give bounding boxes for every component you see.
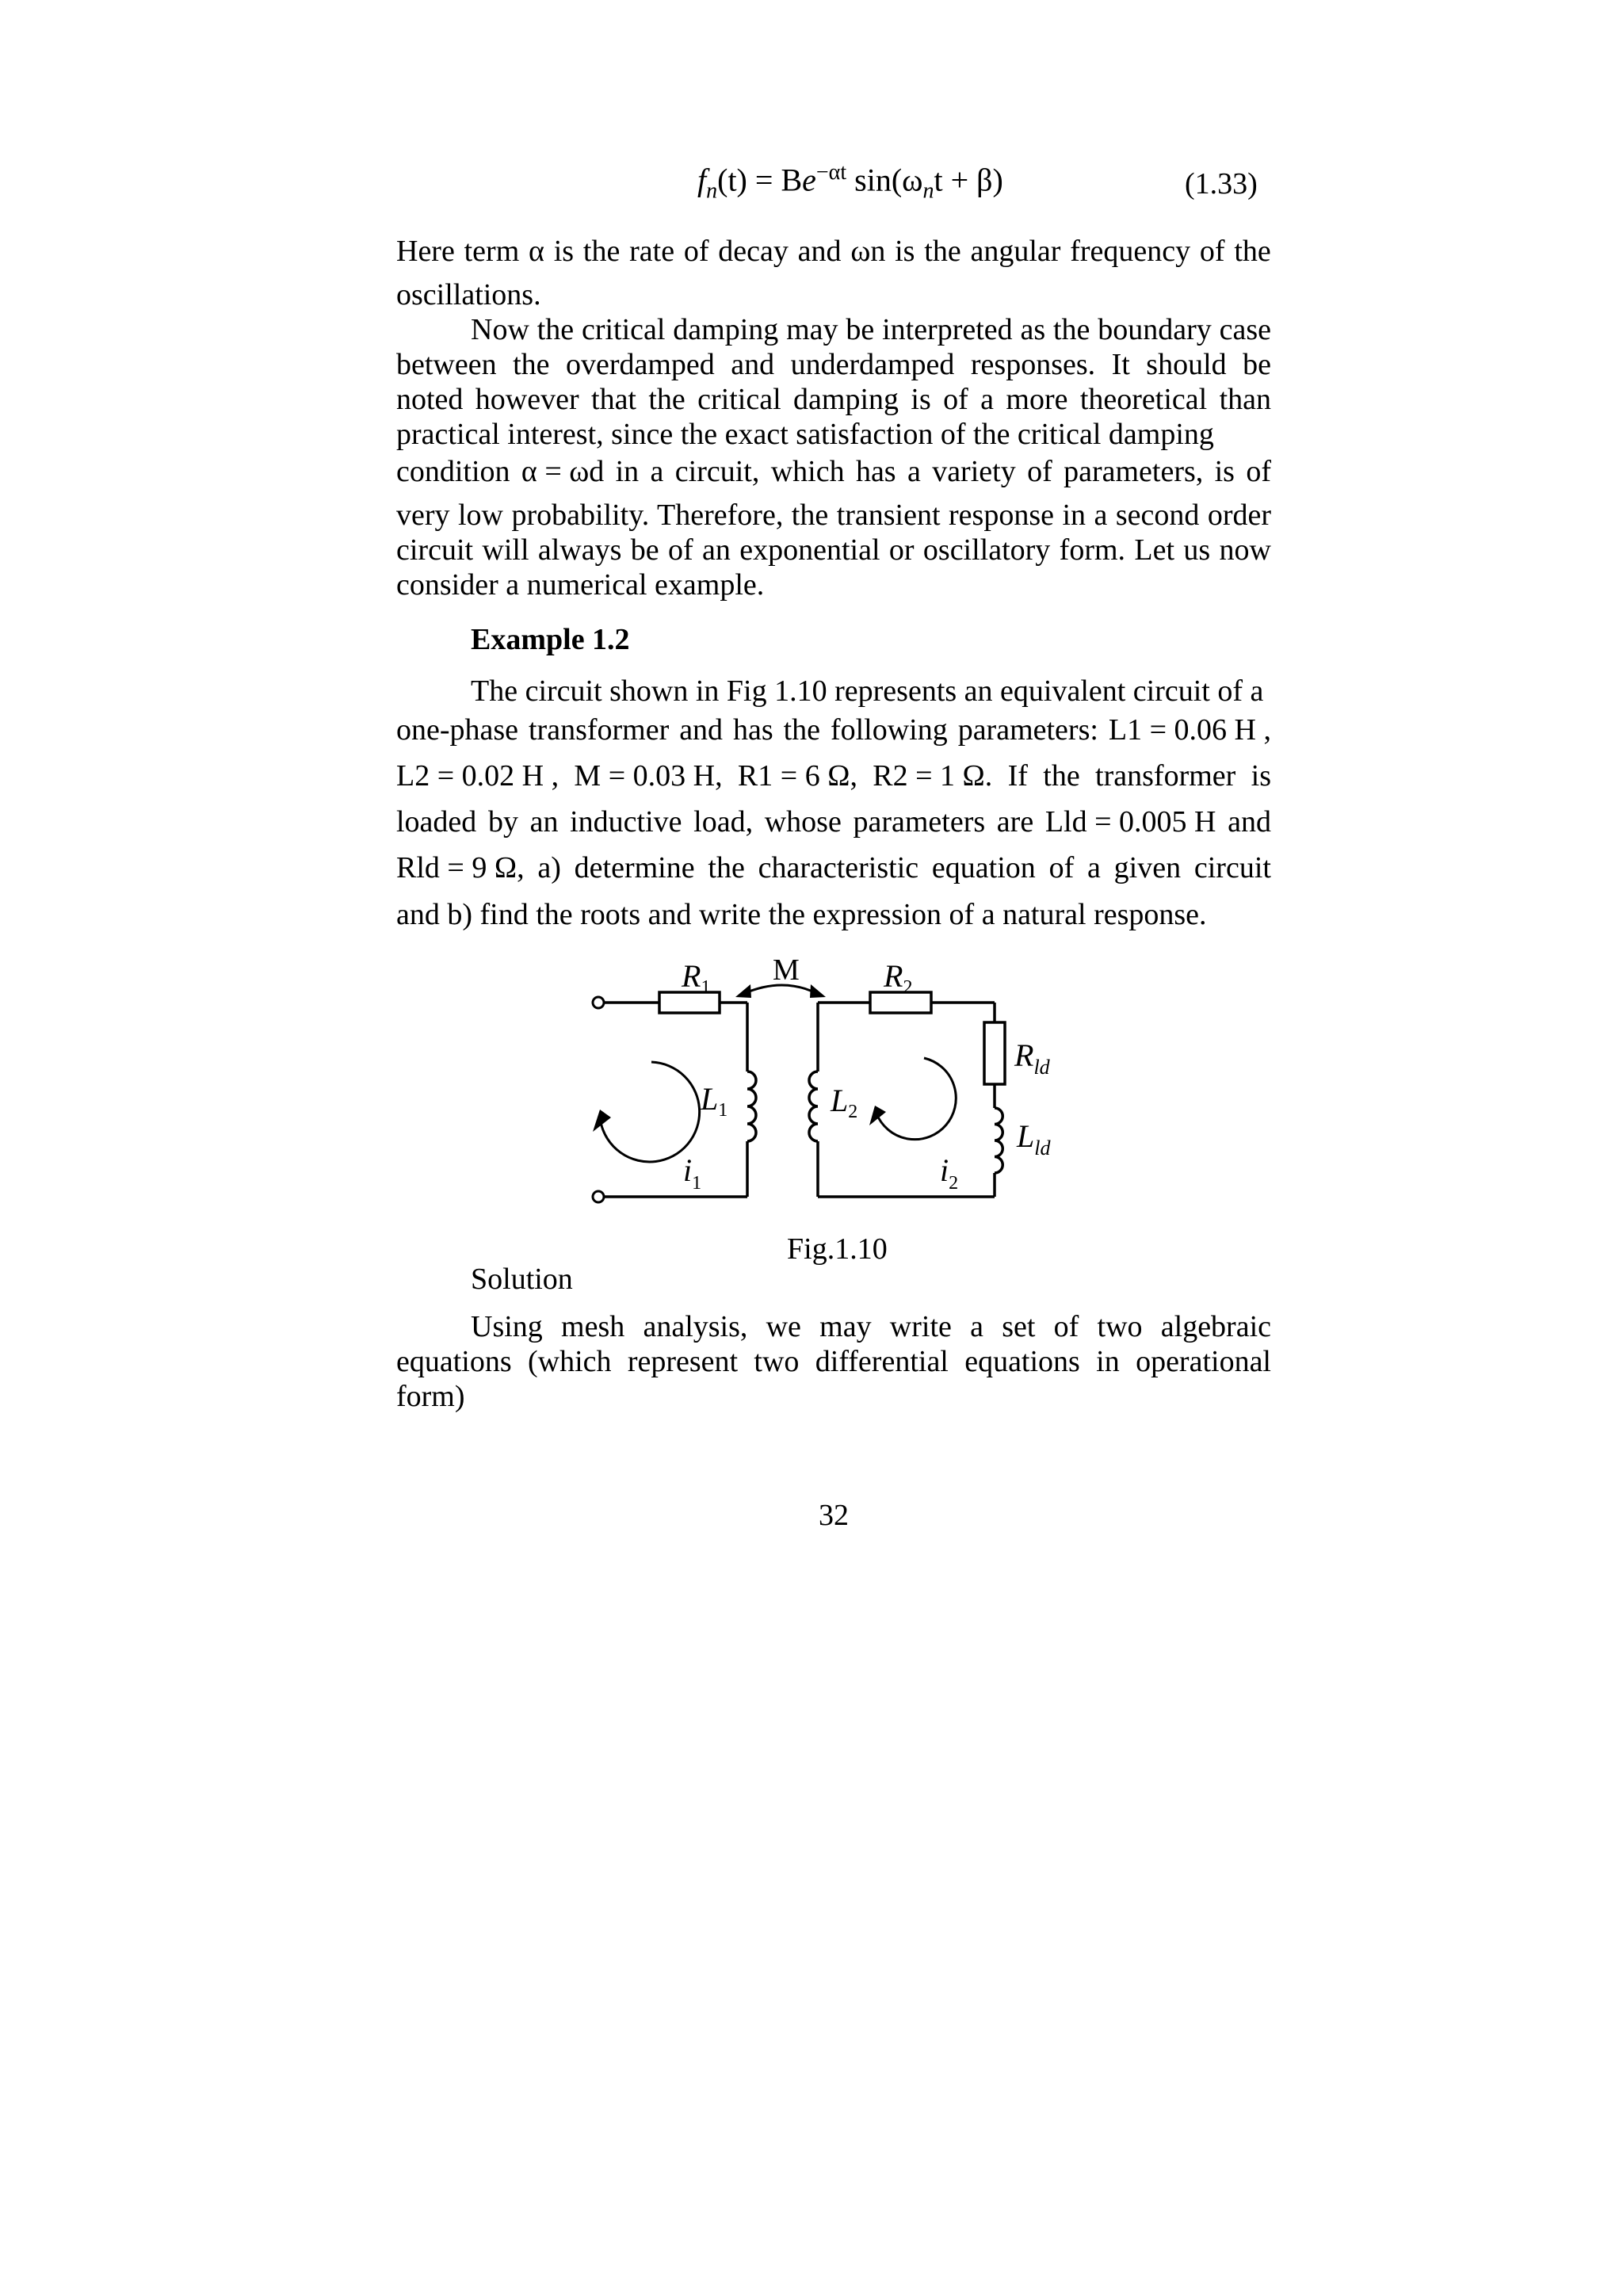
word: of [1027,455,1052,488]
word: equation [931,851,1036,884]
label-i1: $i_1$ [683,1152,702,1194]
word: is [895,235,915,268]
solution-label: Solution [471,1263,573,1296]
word: load, [693,805,754,839]
terminal-bottom [593,1191,604,1202]
word: Rld = 9 Ω, [396,851,525,884]
word: the [582,235,621,268]
word: L2 = 0.02 H , [396,759,559,793]
word: R1 = 6 Ω, [737,759,857,793]
word: If [1007,759,1028,793]
label-l1: $L_1$ [701,1081,728,1121]
word: loaded [396,805,477,839]
word: following [830,713,948,747]
resistor-rld [984,1022,1005,1084]
word: of [1048,851,1075,884]
word: and [679,713,724,747]
word: and [1228,805,1271,839]
inductor-lld [995,1108,1002,1173]
word: of [1246,455,1271,488]
example-line1: The circuit shown in Fig 1.10 represents an equivalent circuit of a [471,674,1264,708]
mesh-current-i1-arrow [601,1062,700,1162]
word: are [996,805,1034,839]
word: whose [764,805,842,839]
circuit-diagram [571,935,1078,1228]
word: ωn [850,235,886,268]
label-r1: $R_1$ [682,958,711,998]
word: condition [396,455,510,488]
word: by [487,805,518,839]
label-r2: $R_2$ [884,958,913,998]
label-i2: $i_2$ [940,1152,959,1194]
label-m: M [773,953,800,987]
word: R2 = 1 Ω. [873,759,993,793]
word: of [1199,235,1225,268]
word: Lld = 0.005 H [1044,805,1216,839]
word: a [650,455,664,488]
word: α = ωd [521,455,605,488]
word: in [615,455,640,488]
word: the [783,713,821,747]
word: inductive [570,805,682,839]
word: one-phase [396,713,519,747]
example-line5 [396,848,1271,888]
word: transformer [528,713,670,747]
label-l2: $L_2$ [831,1083,858,1122]
word: transformer [1095,759,1236,793]
word: which [770,455,845,488]
figure-caption: Fig.1.10 [787,1232,888,1266]
para3: Using mesh analysis, we may write a set of two algebraic equations (which represent two differential equations in operational form) [396,1310,1271,1413]
word: circuit, [674,455,760,488]
word: rate [629,235,675,268]
example-line2 [396,710,1271,750]
word: parameters, [1064,455,1204,488]
inductor-l2 [809,1072,818,1141]
example-heading: Example 1.2 [471,623,630,656]
example-line4 [396,802,1271,842]
mutual-arrowhead-right [810,984,826,998]
word: the [924,235,961,268]
word: has [733,713,773,747]
word: circuit [1193,851,1271,884]
word: an [529,805,559,839]
word: parameters [853,805,986,839]
word: a) [537,851,561,884]
word: the [1234,235,1271,268]
label-lld: $L_{ld}$ [1017,1118,1051,1159]
para2-text-a: Now the critical damping may be interpreted as the boundary case between the overdamped and underdamped responses. It should be noted however that the critical damping is of a more theoretical than practical interest, since the exact satisfaction of the critical damping [396,313,1271,451]
word: angular [970,235,1061,268]
word: parameters: [957,713,1098,747]
example-line6: and b) find the roots and write the expression of a natural response. [396,898,1207,931]
word: a [1087,851,1101,884]
equation-number: (1.33) [1185,167,1258,201]
page-number: 32 [819,1499,849,1532]
word: variety [932,455,1016,488]
example-line3 [396,756,1271,796]
word: the [708,851,745,884]
word: is [553,235,575,268]
resistor-r1 [659,992,720,1013]
mutual-arrowhead-left [735,984,751,998]
word: the [1043,759,1080,793]
para2-text-b: very low probability. Therefore, the transient response in a second order circuit will always be of an exponential or oscillatory form. Let us now consider a numerical example. [396,499,1271,602]
para1-line2: oscillations. [396,278,541,311]
word: M = 0.03 H, [574,759,723,793]
word: L1 = 0.06 H , [1108,713,1271,747]
word: is [1251,759,1271,793]
word: Here [396,235,455,268]
equation-1-33: $f_n(t) = Be^{-\alpha t}$ $\sin(\omega_nt + \beta)$ [697,160,1003,204]
inductor-l1 [747,1072,756,1141]
word: α [529,235,544,268]
terminal-top [593,997,604,1008]
word: a [907,455,921,488]
label-rld: $R_{ld}$ [1014,1037,1050,1079]
mesh-current-i2-arrowhead [869,1106,886,1125]
word: characteristic [758,851,919,884]
word: and [797,235,842,268]
mesh-current-i2-arrow [876,1058,956,1140]
para1-line1 [396,231,1271,271]
word: of [683,235,709,268]
word: term [464,235,520,268]
word: decay [718,235,789,268]
resistor-r2 [870,992,931,1013]
word: frequency [1070,235,1191,268]
word: is [1214,455,1235,488]
word: has [855,455,896,488]
word: determine [574,851,695,884]
word: given [1113,851,1182,884]
para2-condition-line [396,452,1271,491]
